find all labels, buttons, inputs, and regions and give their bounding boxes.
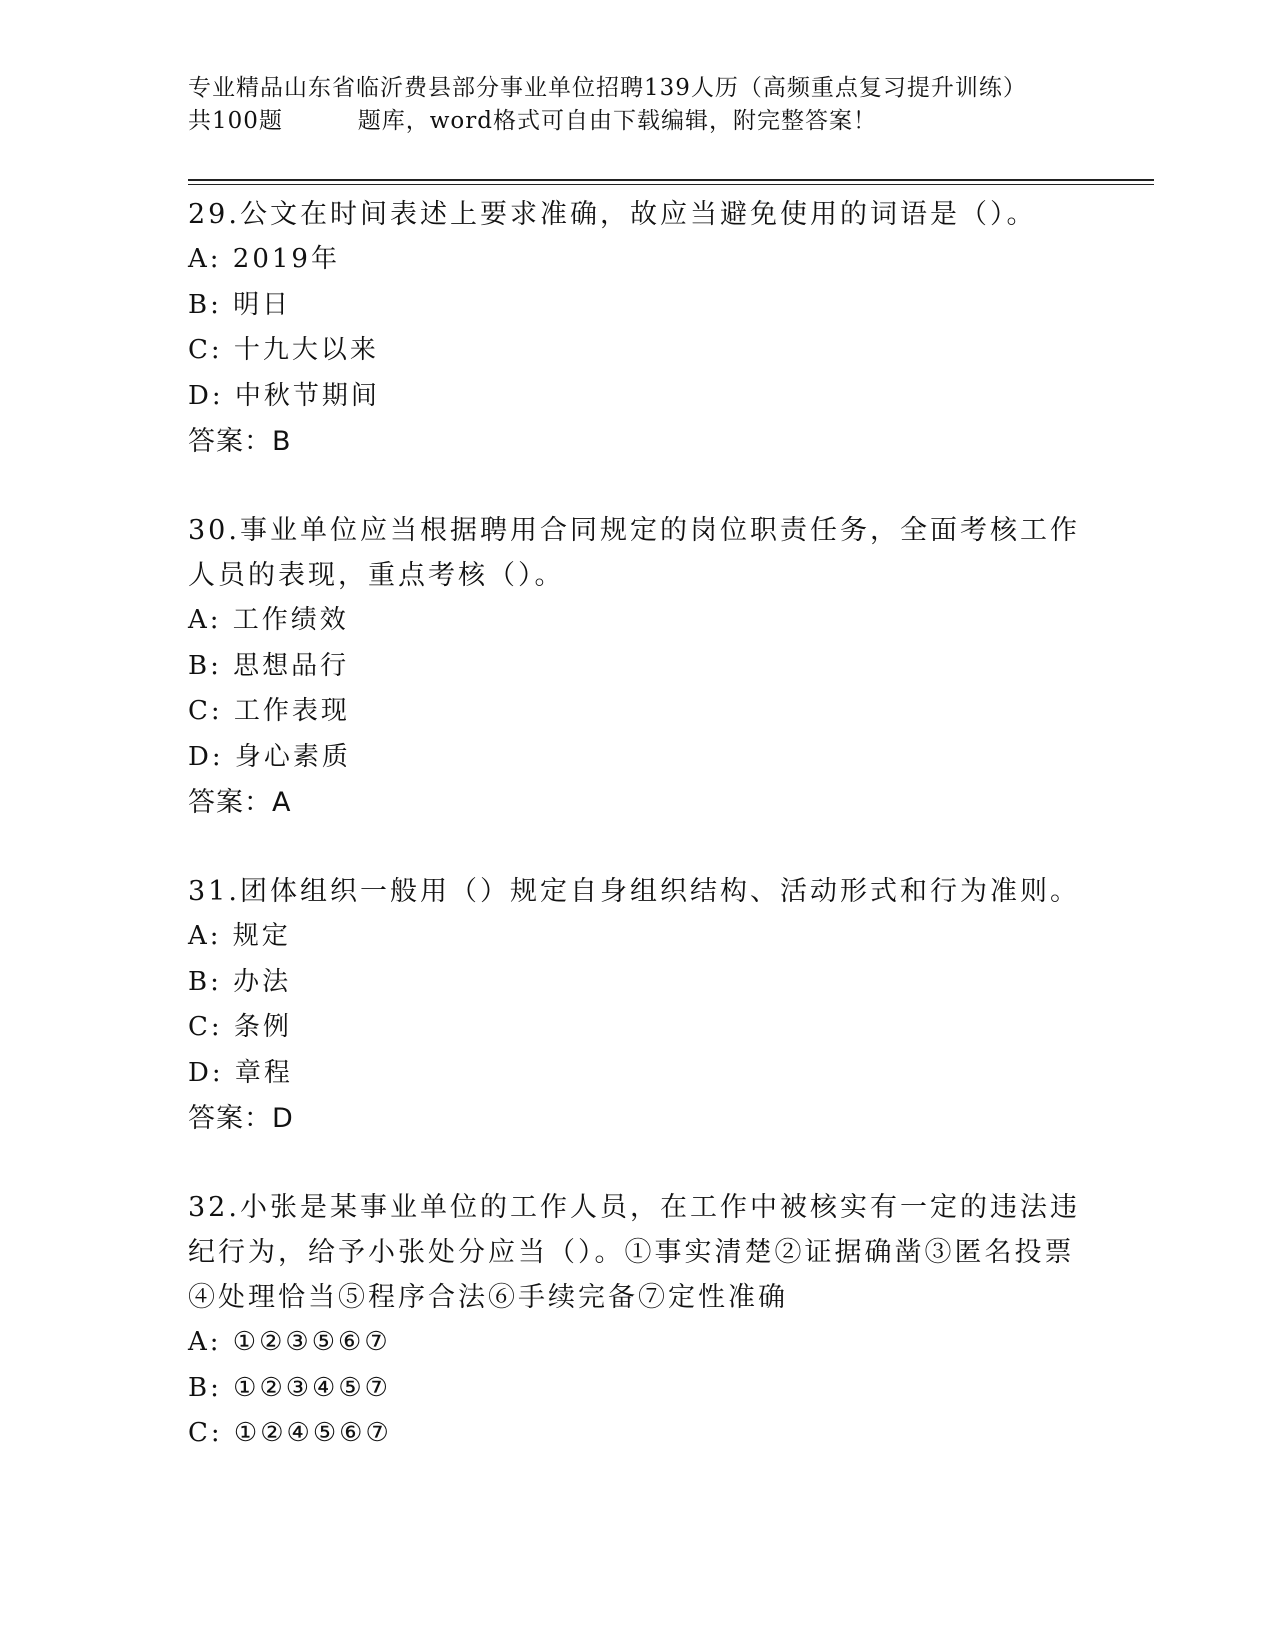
- question-list: [188, 192, 1088, 1501]
- question-32: [188, 1185, 1088, 1457]
- header-divider-thick: [188, 179, 1154, 181]
- option-b: B: 思想品行: [188, 650, 350, 681]
- option-b: B: 明日: [188, 289, 292, 320]
- question-31: [188, 869, 1088, 1141]
- option-c: C: 十九大以来: [188, 335, 379, 365]
- header-title-line2: 共100题 题库，word格式可自由下载编辑，附完整答案！: [188, 108, 877, 134]
- option-d: D: 中秋节期间: [188, 380, 380, 411]
- question-text: 30.事业单位应当根据聘用合同规定的岗位职责任务，全面考核工作人员的表现，重点考核（）。: [188, 515, 1080, 591]
- question-text: 32.小张是某事业单位的工作人员，在工作中被核实有一定的违法违纪行为，给予小张处分应当（）。①事实清楚②证据确凿③匿名投票④处理恰当⑤程序合法⑥手续完备⑦定性准确: [188, 1192, 1080, 1313]
- option-a: A: ①②③⑤⑥⑦: [188, 1327, 391, 1357]
- option-c: C: 工作表现: [188, 696, 350, 726]
- header-divider-thin: [188, 184, 1154, 185]
- document-header: [188, 72, 1088, 138]
- option-a: A: 规定: [188, 921, 291, 951]
- answer: 答案：A: [188, 787, 292, 818]
- option-d: D: 章程: [188, 1057, 293, 1088]
- option-d: D: 身心素质: [188, 741, 351, 772]
- answer: 答案：D: [188, 1103, 294, 1134]
- question-text: 29.公文在时间表述上要求准确，故应当避免使用的词语是（）。: [188, 199, 1037, 230]
- question-29: [188, 192, 1088, 464]
- question-text: 31.团体组织一般用（）规定自身组织结构、活动形式和行为准则。: [188, 876, 1080, 907]
- option-b: B: 办法: [188, 966, 292, 997]
- option-c: C: ①②④⑤⑥⑦: [188, 1418, 392, 1448]
- question-30: [188, 508, 1088, 825]
- option-c: C: 条例: [188, 1012, 292, 1042]
- answer: 答案：B: [188, 426, 292, 457]
- header-title-line1: 专业精品山东省临沂费县部分事业单位招聘139人历（高频重点复习提升训练）: [188, 75, 1027, 101]
- option-b: B: ①②③④⑤⑦: [188, 1372, 391, 1403]
- option-a: A: 工作绩效: [188, 605, 349, 635]
- option-a: A: 2019年: [188, 244, 340, 274]
